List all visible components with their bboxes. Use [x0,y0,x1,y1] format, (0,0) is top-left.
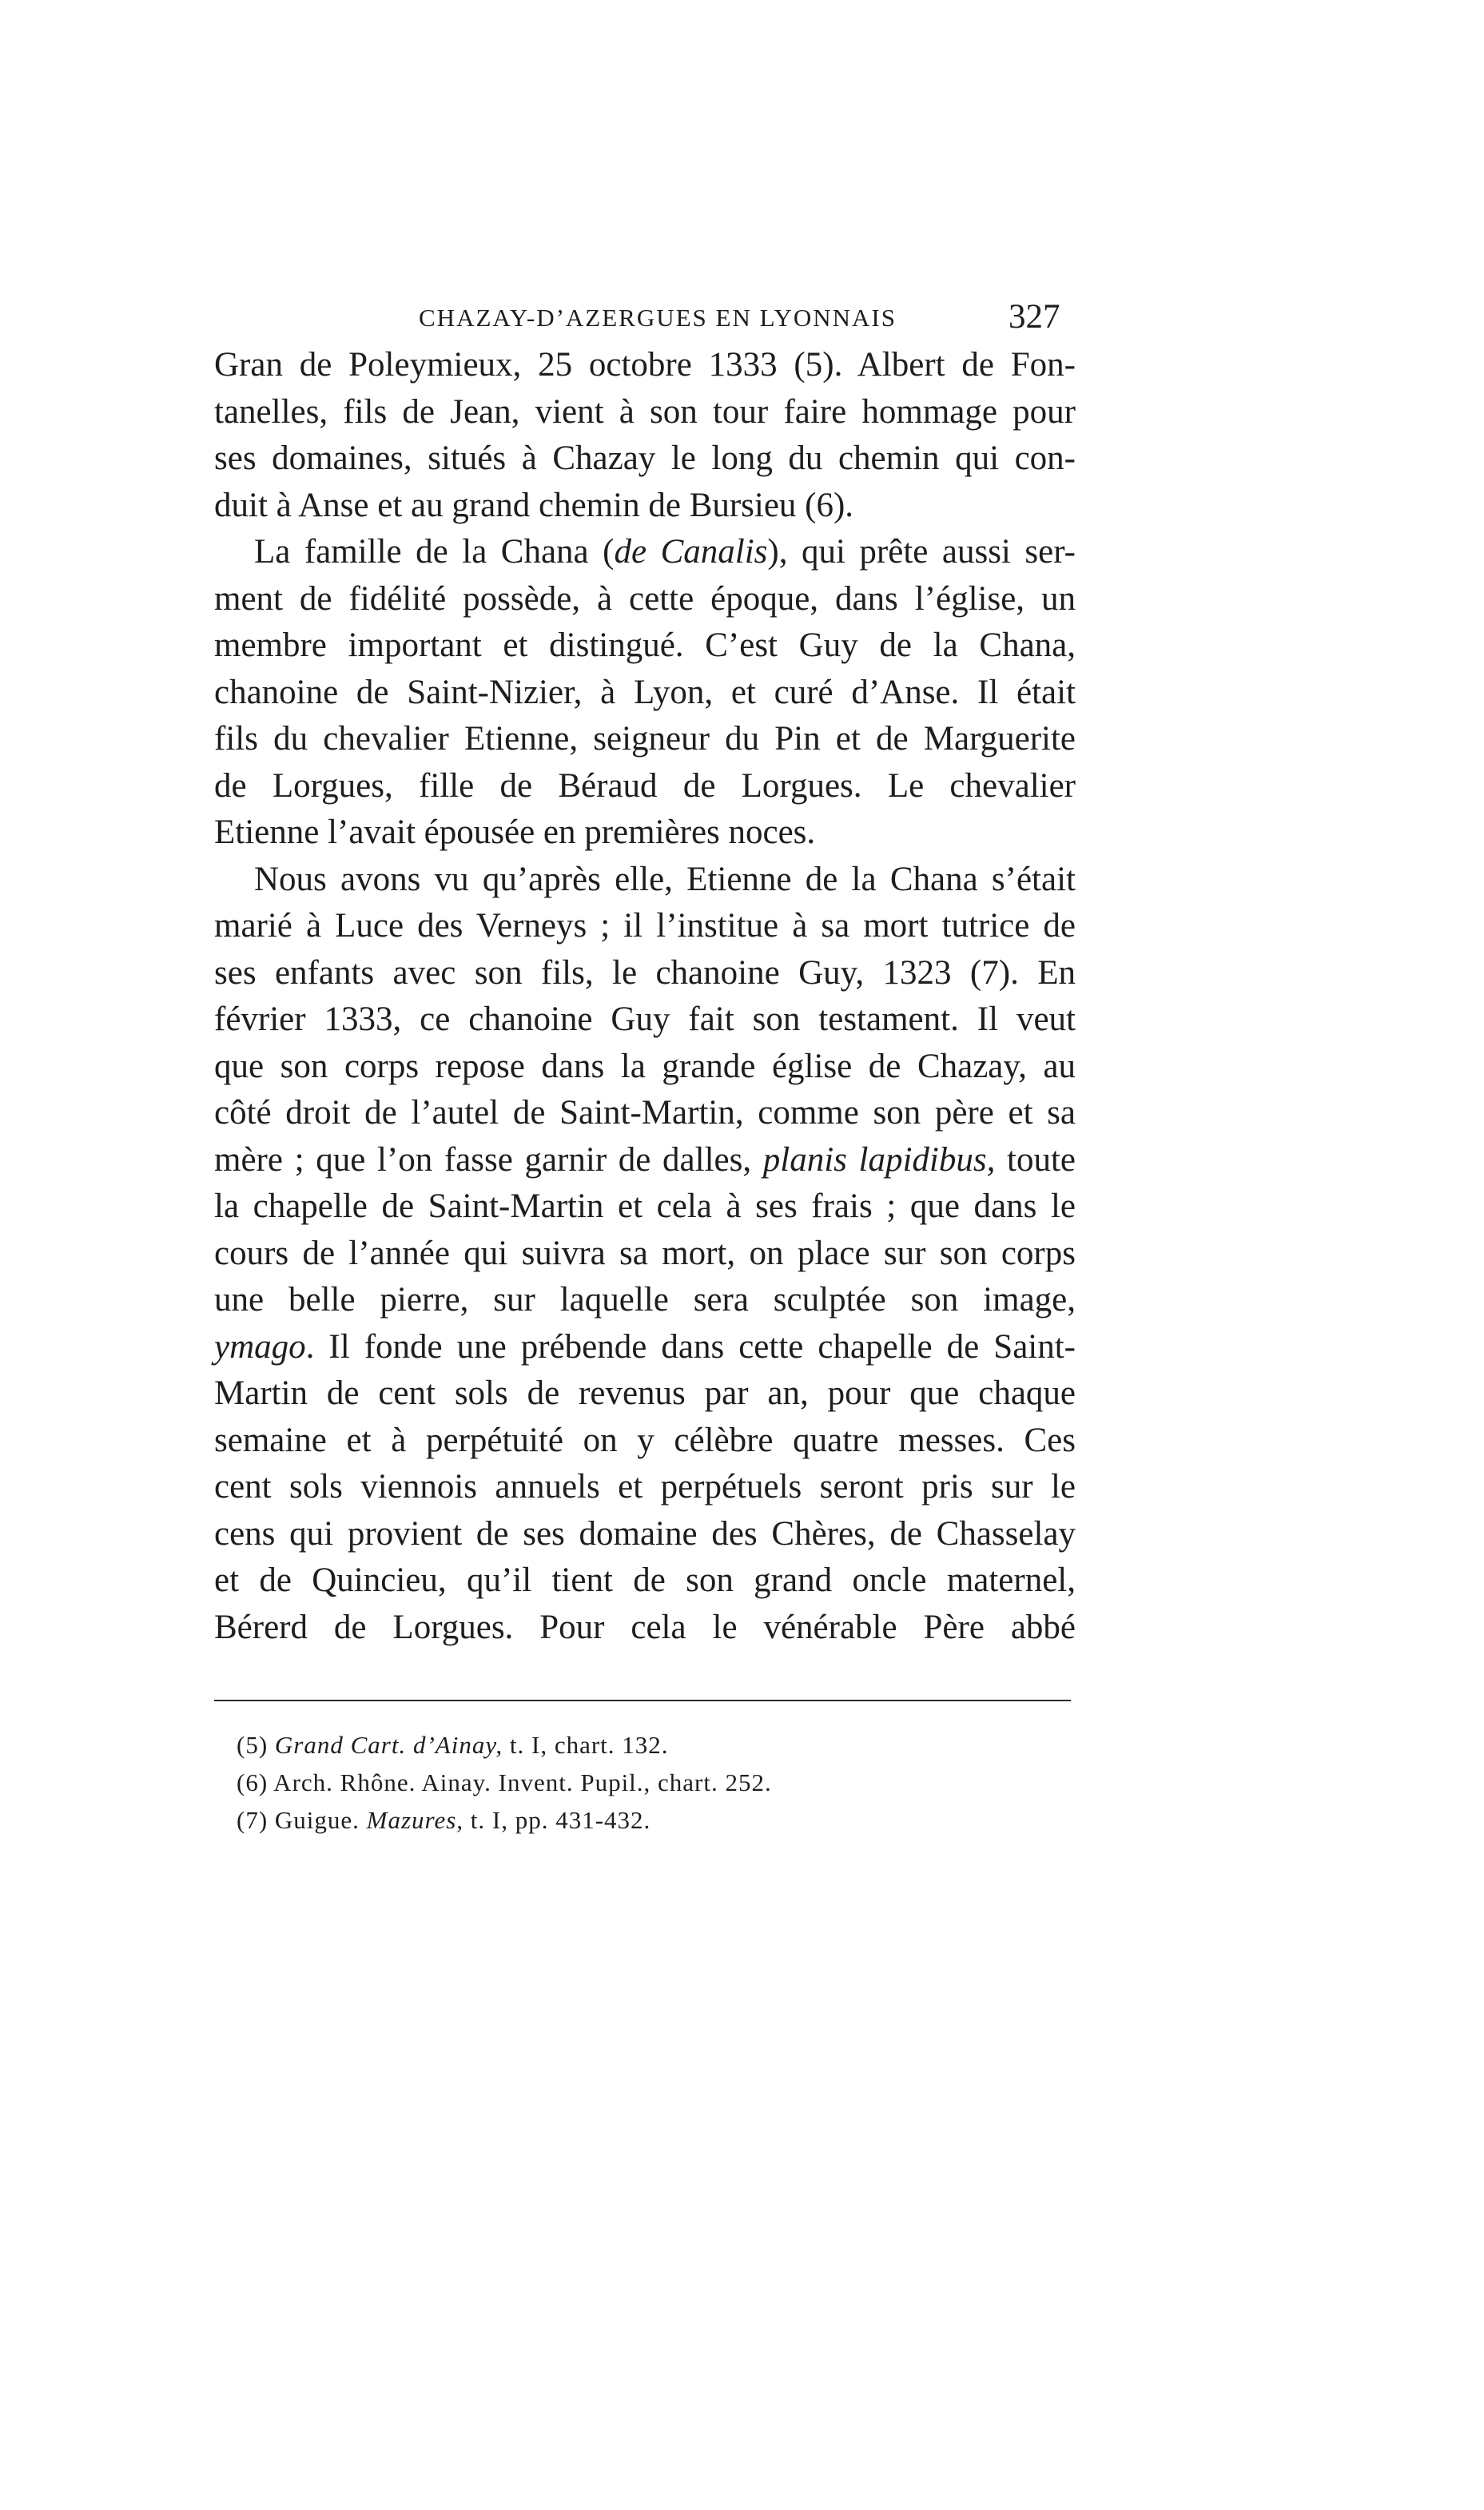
text-line: cens qui provient de ses domaine des Chères, de Chasselay [214,1514,1076,1553]
italic-term: de Canalis [614,533,768,571]
text-line: Etienne l’avait épousée en premières noces. [214,813,816,851]
text-line: duit à Anse et au grand chemin de Bursieu (6). [214,486,854,524]
footnote-italic: Grand Cart. d’Ainay, [274,1731,503,1759]
footnote-text: (7) Guigue. [237,1806,367,1834]
text-line: de Lorgues, fille de Béraud de Lorgues. Le chevalier [214,766,1076,805]
text-line: marié à Luce des Verneys ; il l’institue à sa mort tutrice de [214,907,1076,945]
text-line: Nous avons vu qu’après elle, Etienne de la Chana s’était [254,860,1076,898]
text-line: la chapelle de Saint-Martin et cela à ses frais ; que dans le [214,1187,1076,1225]
text-run: toute [995,1140,1076,1179]
body-text [214,342,1076,1651]
text-line [214,1324,1076,1371]
footnote-7 [237,1801,772,1839]
text-line: ses domaines, situés à Chazay le long du chemin qui con- [214,440,1076,477]
text-line: cours de l’année qui suivra sa mort, on place sur son corps [214,1234,1076,1272]
footnote-text: t. I, pp. 431-432. [464,1806,651,1834]
text-line: ment de fidélité possède, à cette époque, dans l’église, un [214,579,1076,618]
footnote-text: t. I, chart. 132. [503,1731,669,1759]
footnote-rule [214,1700,1071,1701]
running-title: CHAZAY-D’AZERGUES EN LYONNAIS [419,304,897,332]
footnote-5 [237,1726,772,1764]
text-line [214,1137,1076,1184]
text-run: ), qui prête aussi ser- [767,533,1076,571]
text-line: Bérerd de Lorgues. Pour cela le vénérable Père abbé [214,1608,1076,1646]
text-line: membre important et distingué. C’est Guy de la Chana, [214,627,1076,664]
text-line: cent sols viennois annuels et perpétuels seront pris sur le [214,1468,1076,1506]
text-line: tanelles, fils de Jean, vient à son tour faire hommage pour [214,392,1076,431]
text-run: . Il fonde une prébende dans cette chapelle de Saint- [305,1327,1076,1366]
page-number: 327 [1009,298,1060,336]
text-line: Gran de Poleymieux, 25 octobre 1333 (5). Albert de Fon- [214,346,1076,384]
text-line: février 1333, ce chanoine Guy fait son testament. Il veut [214,1000,1076,1038]
text-line: semaine et à perpétuité on y célèbre quatre messes. Ces [214,1421,1076,1459]
text-line: une belle pierre, sur laquelle sera sculptée son image, [214,1281,1076,1319]
text-line: que son corps repose dans la grande église de Chazay, au [214,1047,1076,1085]
text-line: Martin de cent sols de revenus par an, pour que chaque [214,1374,1076,1412]
text-line: fils du chevalier Etienne, seigneur du Pin et de Marguerite [214,720,1076,758]
footnote-italic: Mazures, [366,1806,464,1834]
footnote-text: (5) [237,1731,275,1759]
text-line: côté droit de l’autel de Saint-Martin, comme son père et sa [214,1094,1076,1132]
text-line: chanoine de Saint-Nizier, à Lyon, et curé d’Anse. Il était [214,673,1076,711]
text-line: ses enfants avec son fils, le chanoine Guy, 1323 (7). En [214,953,1076,992]
footnotes [237,1726,772,1839]
footnote-6: (6) Arch. Rhône. Ainay. Invent. Pupil., chart. 252. [237,1768,772,1796]
text-run: mère ; que l’on fasse garnir de dalles, [214,1140,763,1179]
text-line: et de Quincieu, qu’il tient de son grand oncle maternel, [214,1561,1076,1599]
text-run: La famille de la Chana ( [254,533,615,571]
italic-term: planis lapidibus, [762,1140,996,1179]
text-line [214,529,1076,576]
italic-term: ymago [214,1327,306,1366]
